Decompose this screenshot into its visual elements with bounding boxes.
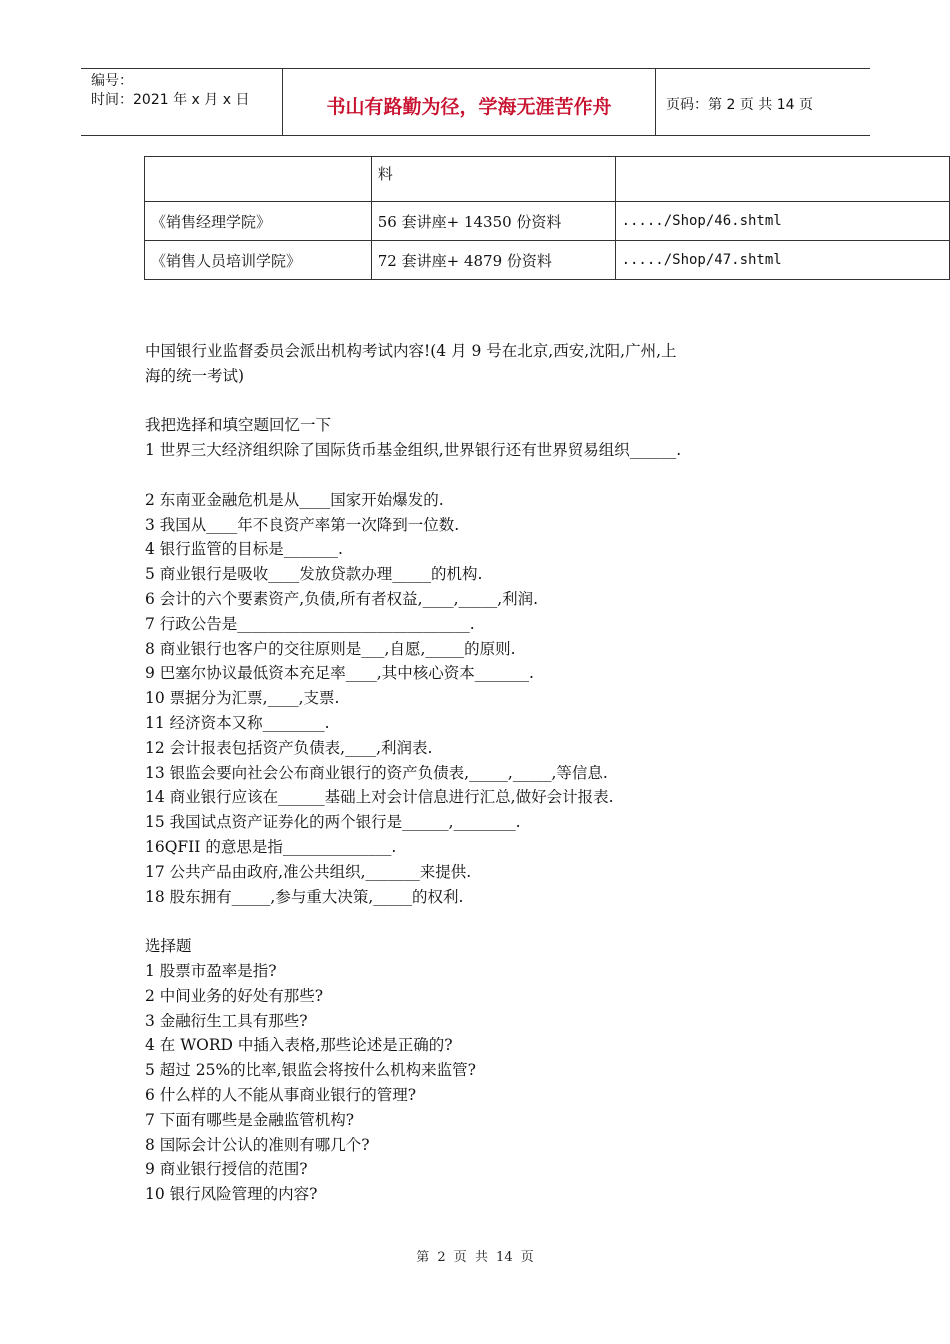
choice-question: 8 国际会计公认的准则有哪几个? <box>145 1135 370 1154</box>
choice-question: 9 商业银行授信的范围? <box>145 1160 308 1179</box>
fill-section-heading: 我把选择和填空题回忆一下 <box>145 416 332 435</box>
fill-question: 9 巴塞尔协议最低资本充足率____,其中核心资本_______. <box>145 664 534 683</box>
choice-question: 6 什么样的人不能从事商业银行的管理? <box>145 1085 417 1104</box>
table-row <box>145 202 950 241</box>
choice-question: 10 银行风险管理的内容? <box>145 1185 318 1204</box>
document-number-label: 编号： <box>91 73 133 89</box>
header-divider-right <box>655 68 656 136</box>
table-cell-link[interactable]: ...../Shop/46.shtml <box>615 202 949 241</box>
table-cell-name <box>145 157 372 202</box>
header-left-block <box>91 72 249 110</box>
fill-question: 11 经济资本又称________. <box>145 713 330 732</box>
choice-question: 7 下面有哪些是金融监管机构? <box>145 1110 355 1129</box>
table-cell-link <box>615 157 949 202</box>
table-cell-name: 《销售人员培训学院》 <box>145 241 372 280</box>
table-row <box>145 241 950 280</box>
fill-question: 2 东南亚金融危机是从____国家开始爆发的. <box>145 490 444 509</box>
choice-question: 1 股票市盈率是指? <box>145 961 277 980</box>
fill-question: 13 银监会要向社会公布商业银行的资产负债表,_____,_____,等信息. <box>145 763 608 782</box>
intro-line: 中国银行业监督委员会派出机构考试内容!(4 月 9 号在北京,西安,沈阳,广州,上 <box>145 342 677 360</box>
table-cell-content: 料 <box>371 157 615 202</box>
fill-question: 1 世界三大经济组织除了国际货币基金组织,世界银行还有世界贸易组织______. <box>145 441 682 460</box>
table-cell-link[interactable]: ...../Shop/47.shtml <box>615 241 949 280</box>
document-date: 时间：2021 年 x 月 x 日 <box>91 92 250 108</box>
intro-line: 海的统一考试) <box>145 366 245 385</box>
fill-question: 6 会计的六个要素资产,负债,所有者权益,____,_____,利润. <box>145 589 539 608</box>
fill-question: 8 商业银行也客户的交往原则是___,自愿,_____的原则. <box>145 639 516 658</box>
choice-question: 2 中间业务的好处有那些? <box>145 986 324 1005</box>
choice-question: 5 超过 25%的比率,银监会将按什么机构来监管? <box>145 1061 476 1080</box>
fill-question: 14 商业银行应该在______基础上对会计信息进行汇总,做好会计报表. <box>145 788 614 807</box>
header-page-info: 页码：第 2 页 共 14 页 <box>666 97 813 113</box>
table-row <box>145 157 950 202</box>
fill-question: 12 会计报表包括资产负债表,____,利润表. <box>145 738 433 757</box>
fill-question: 7 行政公告是______________________________. <box>145 614 475 633</box>
choice-question: 4 在 WORD 中插入表格,那些论述是正确的? <box>145 1036 453 1055</box>
fill-question: 10 票据分为汇票,____,支票. <box>145 689 340 708</box>
choice-section-heading: 选择题 <box>145 937 192 956</box>
page-footer: 第 2 页 共 14 页 <box>416 1250 534 1265</box>
header-motto: 书山有路勤为径，学海无涯苦作舟 <box>326 96 612 118</box>
fill-question: 5 商业银行是吸收____发放贷款办理_____的机构. <box>145 565 483 584</box>
table-cell-content: 72 套讲座+ 4879 份资料 <box>371 241 615 280</box>
header-bottom-rule <box>81 135 870 136</box>
fill-question: 3 我国从____年不良资产率第一次降到一位数. <box>145 515 460 534</box>
fill-question: 18 股东拥有_____,参与重大决策,_____的权利. <box>145 887 464 906</box>
document-body <box>145 339 825 1207</box>
table-cell-content: 56 套讲座+ 14350 份资料 <box>371 202 615 241</box>
table-cell-name: 《销售经理学院》 <box>145 202 372 241</box>
header-top-rule <box>81 68 870 69</box>
fill-question: 15 我国试点资产证券化的两个银行是______,________. <box>145 813 521 832</box>
choice-question: 3 金融衍生工具有那些? <box>145 1011 308 1030</box>
resource-table <box>144 156 950 280</box>
fill-question: 17 公共产品由政府,准公共组织,_______来提供. <box>145 862 472 881</box>
fill-question: 16QFII 的意思是指______________. <box>145 837 397 856</box>
fill-question: 4 银行监管的目标是_______. <box>145 540 343 559</box>
